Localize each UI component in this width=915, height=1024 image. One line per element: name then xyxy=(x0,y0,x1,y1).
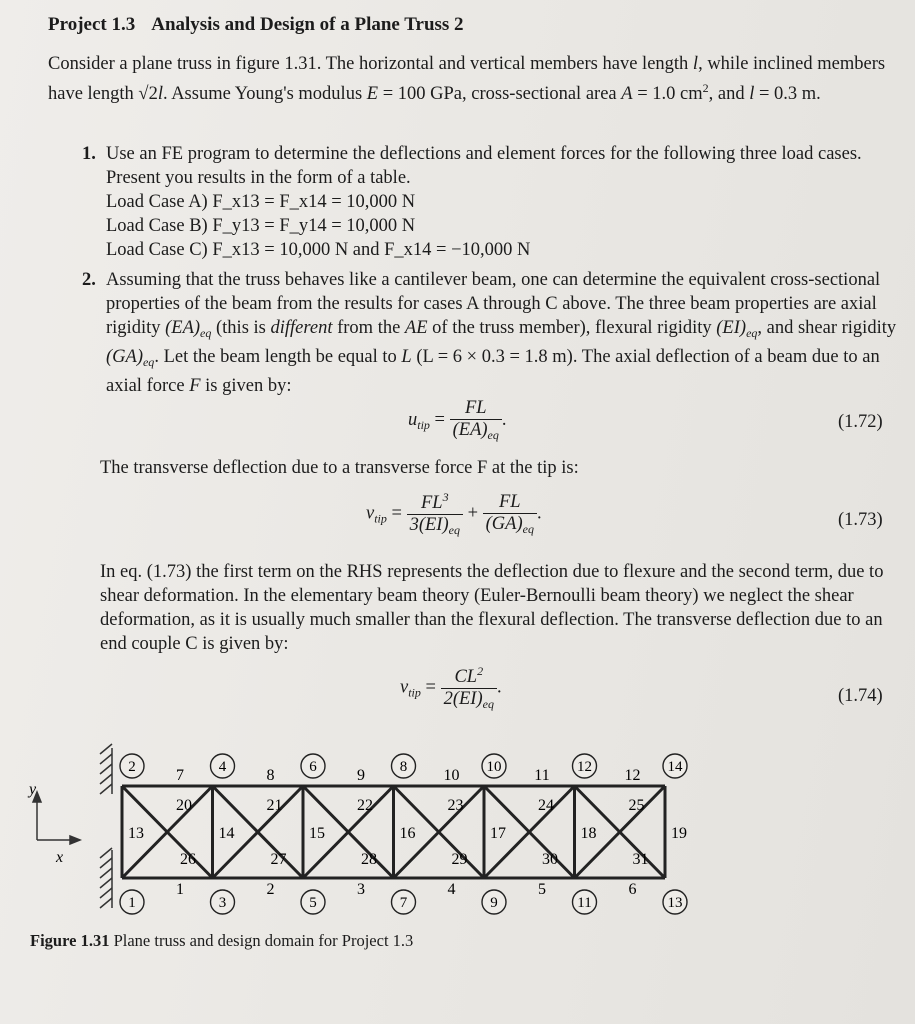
node-3: 3 xyxy=(218,895,227,911)
node-2: 2 xyxy=(128,759,136,775)
axis-y-label: y xyxy=(29,781,37,798)
element-label-23: 23 xyxy=(447,797,464,814)
node-9: 9 xyxy=(490,895,498,911)
node-11: 11 xyxy=(577,895,592,911)
node-8: 8 xyxy=(399,759,408,775)
element-label-4: 4 xyxy=(447,881,456,898)
element-label-14: 14 xyxy=(218,825,235,842)
element-label-6: 6 xyxy=(628,881,637,898)
element-label-21: 21 xyxy=(266,797,283,814)
figure-caption: Figure 1.31 Plane truss and design domain for Project 1.3 xyxy=(30,931,414,950)
equation-1-72: $u_{tip}$ = $\frac{FL}{(EA)_{eq}}$ . xyxy=(408,398,507,442)
element-label-25: 25 xyxy=(628,797,645,814)
item-number: 2. xyxy=(82,270,96,290)
node-14: 14 xyxy=(667,759,683,775)
element-label-22: 22 xyxy=(357,797,373,814)
element-label-20: 20 xyxy=(176,797,192,814)
equation-label: (1.73) xyxy=(838,510,883,530)
item-number: 1. xyxy=(82,144,96,164)
element-label-7: 7 xyxy=(176,767,184,784)
element-label-8: 8 xyxy=(266,767,275,784)
element-label-29: 29 xyxy=(451,851,468,868)
element-label-11: 11 xyxy=(534,767,550,784)
equation-label: (1.72) xyxy=(838,412,883,432)
node-5: 5 xyxy=(309,895,317,911)
coordinate-axes xyxy=(33,792,80,844)
rhs-paragraph: In eq. (1.73) the first term on the RHS represents the deflection due to flexure and the second term, due to shear deformation. In the elementary beam theory (Euler-Bernoulli beam theory) we neglect the shear deformation, as it is usually much smaller than the flexural deflection. The transverse deflection due to an end couple C is given by: xyxy=(100,562,884,654)
element-label-17: 17 xyxy=(490,825,506,842)
list-item-2: 2. Assuming that the truss behaves like a cantilever beam, one can determine the equivalent cross-sectional properties of the beam from the results for cases A through C above. The three beam properties are axial rigidity $(EA)_{eq}$ (this is different from the AE of the truss member), flexural rigidity $(EI)_{eq}$, and shear rigidity $(GA)_{eq}$. Let the beam length be equal to L (L = 6 × 0.3 = 1.8 m). The axial deflection of a beam due to an axial force F is given by: xyxy=(82,270,897,396)
element-label-18: 18 xyxy=(580,825,597,842)
node-12: 12 xyxy=(577,759,592,775)
transverse-deflection-text: The transverse deflection due to a transverse force F at the tip is: xyxy=(100,458,579,478)
element-label-26: 26 xyxy=(180,851,196,868)
project-number: Project 1.3 xyxy=(48,14,136,35)
axis-x-label: x xyxy=(56,849,64,866)
node-1: 1 xyxy=(128,895,136,911)
wall-support-top xyxy=(100,744,112,794)
element-label-24: 24 xyxy=(538,797,554,814)
load-case-a: Load Case A) F_x13 = F_x14 = 10,000 N xyxy=(106,192,416,212)
equation-label: (1.74) xyxy=(838,686,883,706)
element-label-9: 9 xyxy=(357,767,365,784)
truss-diagram xyxy=(0,740,915,925)
element-label-15: 15 xyxy=(309,825,325,842)
project-heading xyxy=(48,14,464,36)
element-label-5: 5 xyxy=(538,881,546,898)
element-label-28: 28 xyxy=(361,851,377,868)
node-10: 10 xyxy=(486,759,502,775)
load-case-b: Load Case B) F_y13 = F_y14 = 10,000 N xyxy=(106,216,416,236)
element-label-16: 16 xyxy=(399,825,416,842)
node-7: 7 xyxy=(399,895,408,911)
element-label-1: 1 xyxy=(176,881,184,898)
list-item-1 xyxy=(82,142,897,262)
equation-1-73: $v_{tip}$ = $\frac{FL^3}{3(EI)_{eq}}$ + $\frac{FL}{(GA)_{eq}}$ . xyxy=(366,490,542,538)
node-13: 13 xyxy=(667,895,683,911)
truss-labels xyxy=(120,754,687,914)
node-6: 6 xyxy=(309,759,317,775)
load-case-c: Load Case C) F_x13 = 10,000 N and F_x14 = −10,000 N xyxy=(106,240,531,260)
intro-paragraph: Consider a plane truss in figure 1.31. The horizontal and vertical members have length l, while inclined members have length √2l. Assume Young's modulus E = 100 GPa, cross-sectional area A = 1.0 $cm^2$, and l = 0.3 m. xyxy=(48,54,886,105)
equation-1-74: $v_{tip}$ = $\frac{CL^2}{2(EI)_{eq}}$ . xyxy=(400,664,502,712)
node-4: 4 xyxy=(218,759,227,775)
element-label-31: 31 xyxy=(632,851,649,868)
element-label-30: 30 xyxy=(542,851,558,868)
element-label-12: 12 xyxy=(624,767,641,784)
element-label-10: 10 xyxy=(443,767,460,784)
project-title: Analysis and Design of a Plane Truss 2 xyxy=(151,14,464,35)
element-label-19: 19 xyxy=(671,825,687,842)
wall-support-bottom xyxy=(100,848,112,908)
element-label-13: 13 xyxy=(128,825,144,842)
item-1-text: Use an FE program to determine the deflections and element forces for the following three load cases. Present you results in the form of a table. xyxy=(106,144,862,188)
element-label-27: 27 xyxy=(270,851,287,868)
element-label-2: 2 xyxy=(266,881,275,898)
element-label-3: 3 xyxy=(357,881,365,898)
